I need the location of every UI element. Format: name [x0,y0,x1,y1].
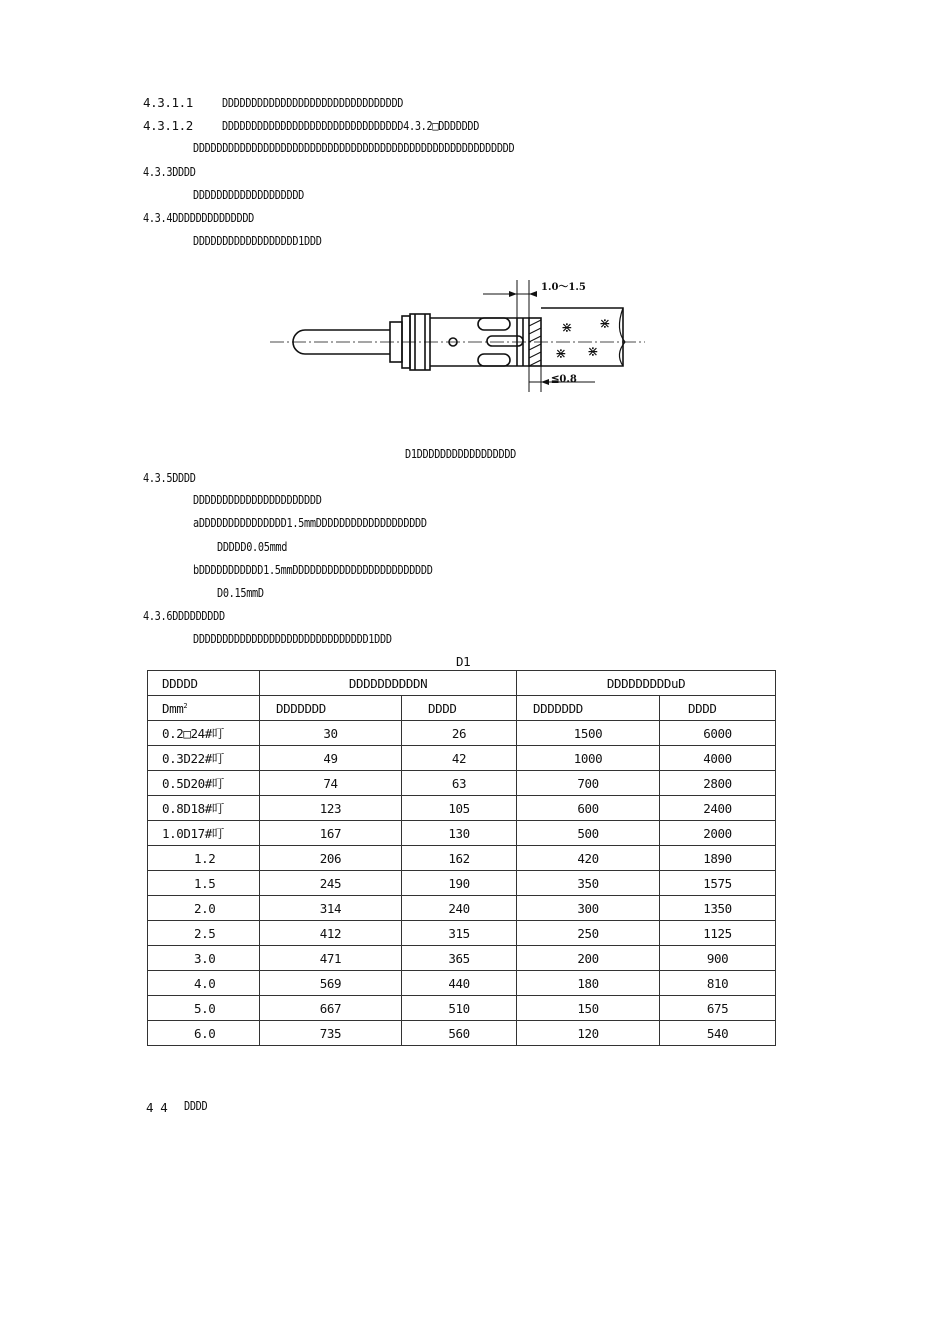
cell-value: 350 [517,871,660,896]
cell-value: 440 [402,971,517,996]
cell-size: 1.0D17#叮 [148,821,260,846]
cell-size: 6.0 [148,1021,260,1046]
cell-size: 0.5D20#叮 [148,771,260,796]
cell-size: 1.5 [148,871,260,896]
table-row [148,896,776,921]
cell-value: 2400 [660,796,776,821]
cell-value: 120 [517,1021,660,1046]
svg-text:⋇: ⋇ [555,346,567,362]
cell-value: 1125 [660,921,776,946]
cell-value: 667 [260,996,402,1021]
clause-4-3-1-1-text: DDDDDDDDDDDDDDDDDDDDDDDDDDDDDDD [222,95,404,110]
cell-value: 420 [517,846,660,871]
table-row [148,971,776,996]
clause-4-3-4-heading: 4.3.4DDDDDDDDDDDDDD [143,210,255,225]
cell-value: 49 [260,746,402,771]
cell-value: 735 [260,1021,402,1046]
cell-value: 26 [402,721,517,746]
clause-4-3-1-2-number: 4.3.1.2 [143,118,193,133]
clause-4-4-number: 4 4 [146,1100,168,1115]
cell-value: 245 [260,871,402,896]
cell-value: 810 [660,971,776,996]
cell-value: 2800 [660,771,776,796]
cell-value: 105 [402,796,517,821]
svg-text:⋇: ⋇ [561,320,573,336]
clause-4-3-5-heading: 4.3.5DDDD [143,470,196,485]
cell-size: 2.0 [148,896,260,921]
cell-value: 412 [260,921,402,946]
table-header-row [148,671,776,696]
table-row [148,1021,776,1046]
cell-value: 569 [260,971,402,996]
clause-4-4-heading: DDDD [184,1098,208,1113]
table-body [148,721,776,1046]
header-group2: DDDDDDDDDuD [517,671,776,696]
cell-size: 0.2□24#叮 [148,721,260,746]
cell-value: 900 [660,946,776,971]
cell-value: 300 [517,896,660,921]
table-row [148,796,776,821]
dimension-label-bottom: ≦0.8 [551,374,577,385]
clause-4-3-3-text: DDDDDDDDDDDDDDDDDDD [193,187,305,202]
dimension-label-top: 1.0～1.5 [541,282,586,293]
cell-size: 3.0 [148,946,260,971]
table-row [148,946,776,971]
cell-value: 150 [517,996,660,1021]
clause-4-3-5-text: DDDDDDDDDDDDDDDDDDDDDD [193,492,322,507]
cell-value: 123 [260,796,402,821]
cell-value: 190 [402,871,517,896]
clause-4-3-1-2-continuation: DDDDDDDDDDDDDDDDDDDDDDDDDDDDDDDDDDDDDDDDDDDDDDDDDDDDDDD [193,140,515,155]
header-size-line1: DDDDD [148,671,260,696]
cell-value: 675 [660,996,776,1021]
crimp-terminal-figure [265,270,650,405]
cell-value: 1500 [517,721,660,746]
table-row [148,871,776,896]
table-row [148,746,776,771]
cell-size: 1.2 [148,846,260,871]
cell-value: 1890 [660,846,776,871]
table-subheader-row [148,696,776,721]
cell-value: 180 [517,971,660,996]
cell-value: 4000 [660,746,776,771]
clause-4-3-1-1-number: 4.3.1.1 [143,95,193,110]
table-row [148,771,776,796]
header-sub4: DDDD [660,696,776,721]
cell-value: 315 [402,921,517,946]
clause-4-3-5-item-b: bDDDDDDDDDDD1.5mmDDDDDDDDDDDDDDDDDDDDDDDD [193,562,433,577]
table-row [148,996,776,1021]
cell-value: 365 [402,946,517,971]
cell-value: 250 [517,921,660,946]
header-sub2: DDDD [402,696,517,721]
cell-value: 700 [517,771,660,796]
cell-value: 167 [260,821,402,846]
cell-size: 2.5 [148,921,260,946]
clause-4-3-6-heading: 4.3.6DDDDDDDDD [143,608,225,623]
clause-4-3-1-2-text: DDDDDDDDDDDDDDDDDDDDDDDDDDDDDDD4.3.2□DDDDDDD [222,118,480,133]
cell-value: 206 [260,846,402,871]
cell-value: 1350 [660,896,776,921]
cell-size: 0.3D22#叮 [148,746,260,771]
cell-value: 500 [517,821,660,846]
cell-value: 540 [660,1021,776,1046]
cell-value: 30 [260,721,402,746]
svg-text:⋇: ⋇ [599,316,611,332]
cell-size: 5.0 [148,996,260,1021]
cell-value: 2000 [660,821,776,846]
clause-4-3-5-item-b-cont: D0.15mmD [217,585,264,600]
cell-value: 600 [517,796,660,821]
header-size-line2: Dmm$^2$ [148,696,260,721]
clause-4-3-5-item-a-cont: DDDDD0.05mmd [217,539,288,554]
table-row [148,721,776,746]
header-sub3: DDDDDDD [517,696,660,721]
cell-value: 1000 [517,746,660,771]
clause-4-3-3-heading: 4.3.3DDDD [143,164,196,179]
figure-caption: D1DDDDDDDDDDDDDDDDD [405,446,517,461]
header-sub1: DDDDDDD [260,696,402,721]
clause-4-3-5-item-a: aDDDDDDDDDDDDDDD1.5mmDDDDDDDDDDDDDDDDDDD [193,515,427,530]
svg-text:⋇: ⋇ [587,344,599,360]
cell-value: 130 [402,821,517,846]
cell-value: 240 [402,896,517,921]
cell-value: 200 [517,946,660,971]
cell-size: 4.0 [148,971,260,996]
table-row [148,846,776,871]
cell-value: 560 [402,1021,517,1046]
cell-value: 42 [402,746,517,771]
cell-value: 510 [402,996,517,1021]
header-group1: DDDDDDDDDDN [260,671,517,696]
cell-value: 314 [260,896,402,921]
cell-size: 0.8D18#叮 [148,796,260,821]
cell-value: 471 [260,946,402,971]
cell-value: 1575 [660,871,776,896]
cell-value: 63 [402,771,517,796]
table-row [148,821,776,846]
cell-value: 162 [402,846,517,871]
cell-value: 74 [260,771,402,796]
table-row [148,921,776,946]
table-title: D1 [456,654,471,669]
clause-4-3-4-text: DDDDDDDDDDDDDDDDDD1DDD [193,233,322,248]
clause-4-3-6-text: DDDDDDDDDDDDDDDDDDDDDDDDDDDDDD1DDD [193,631,392,646]
cell-value: 6000 [660,721,776,746]
data-table [147,670,776,1046]
